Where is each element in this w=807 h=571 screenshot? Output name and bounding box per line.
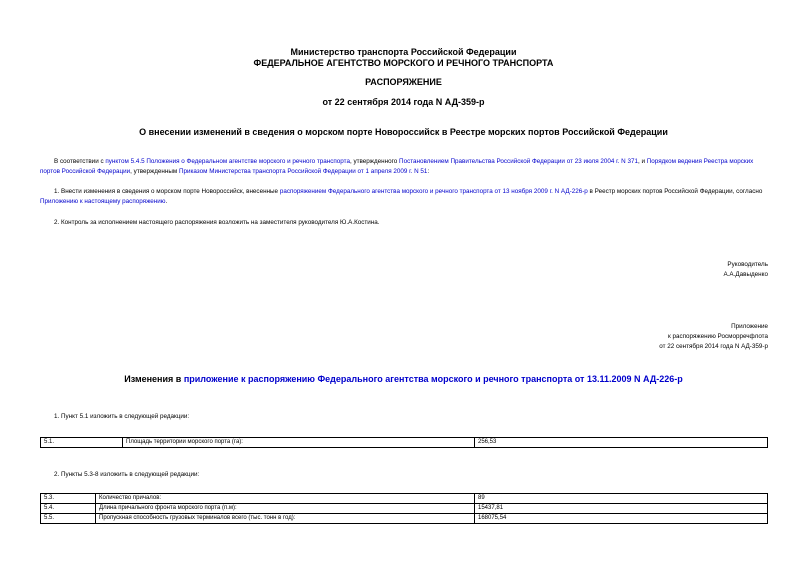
ministry-name: Министерство транспорта Российской Федерации (290, 47, 517, 57)
row-value: 256,53 (475, 438, 768, 448)
document-type: РАСПОРЯЖЕНИЕ (365, 77, 442, 87)
table-row (41, 494, 768, 504)
intro-text-5: : (427, 167, 430, 175)
link-government-resolution[interactable]: Постановлением Правительства Российской Федерации от 23 июля 2004 г. N 371 (399, 158, 638, 165)
row-value: 168075,54 (475, 514, 768, 524)
appendix-reference: к распоряжению Росморречфлота (667, 333, 768, 340)
signature-name: А.А.Давыденко (723, 271, 768, 278)
link-registry-procedure[interactable]: Порядком ведения Реестра морских портов Российской Федерации (40, 158, 754, 175)
row-number: 5.1. (41, 438, 123, 448)
point-2-label: 2. Пункты 5.3-8 изложить в следующей редакции: (54, 471, 200, 478)
link-appendix[interactable]: Приложению к настоящему распоряжению (40, 197, 166, 205)
link-regulation-clause[interactable]: пунктом 5.4.5 Положения о Федеральном агентстве морского и речного транспорта (105, 158, 350, 165)
table-row (41, 514, 768, 524)
item1-text-3: . (165, 197, 168, 205)
row-name: Длина причального фронта морского порта (п.м): (96, 504, 475, 514)
document-title: О внесении изменений в сведения о морском порте Новороссийск в Реестре морских портов Российской Федерации (139, 127, 668, 137)
point-1-label: 1. Пункт 5.1 изложить в следующей редакции: (54, 413, 190, 420)
intro-text-1: В соответствии с (54, 158, 106, 165)
row-name: Пропускная способность грузовых терминалов всего (тыс. тонн в год): (96, 514, 475, 524)
row-value: 89 (475, 494, 768, 504)
table-row (41, 504, 768, 514)
row-number: 5.3. (41, 494, 96, 504)
link-appendix-order-ad-226[interactable]: приложение к распоряжению Федерального агентства морского и речного транспорта от 13.11.2009 N АД-226-р (183, 374, 683, 384)
document-date-number: от 22 сентября 2014 года N АД-359-р (322, 97, 485, 107)
agency-name: ФЕДЕРАЛЬНОЕ АГЕНТСТВО МОРСКОГО И РЕЧНОГО ТРАНСПОРТА (253, 58, 554, 68)
row-name: Количество причалов: (96, 494, 475, 504)
intro-paragraph (40, 157, 770, 176)
link-ministry-order[interactable]: Приказом Министерства транспорта Российской Федерации от 1 апреля 2009 г. N 51 (178, 167, 428, 175)
intro-text-3: , и (637, 158, 647, 165)
item1-text-2: в Реестр морских портов Российской Федерации, согласно (587, 188, 763, 195)
intro-text-2: , утвержденного (349, 158, 400, 165)
item-1-paragraph (40, 187, 770, 206)
table-point-5-1 (40, 437, 768, 448)
changes-title-text: Изменения в (124, 374, 184, 384)
intro-text-4: , утвержденным (130, 167, 179, 175)
item-2-paragraph: 2. Контроль за исполнением настоящего распоряжения возложить на заместителя руководителя Ю.А.Костина. (54, 219, 380, 226)
row-value: 15437,81 (475, 504, 768, 514)
appendix-label: Приложение (731, 323, 768, 330)
link-order-ad-226[interactable]: распоряжением Федерального агентства морского и речного транспорта от 13 ноября 2009 г. N АД-226-р (279, 188, 588, 195)
signature-position: Руководитель (727, 261, 768, 268)
table-row (41, 438, 768, 448)
changes-title (0, 374, 807, 385)
table-points-5-3-8 (40, 493, 768, 524)
row-number: 5.4. (41, 504, 96, 514)
appendix-date: от 22 сентября 2014 года N АД-359-р (659, 343, 768, 350)
row-number: 5.5. (41, 514, 96, 524)
item1-text-1: 1. Внести изменения в сведения о морском порте Новороссийск, внесенные (54, 188, 280, 195)
row-name: Площадь территории морского порта (га): (123, 438, 475, 448)
